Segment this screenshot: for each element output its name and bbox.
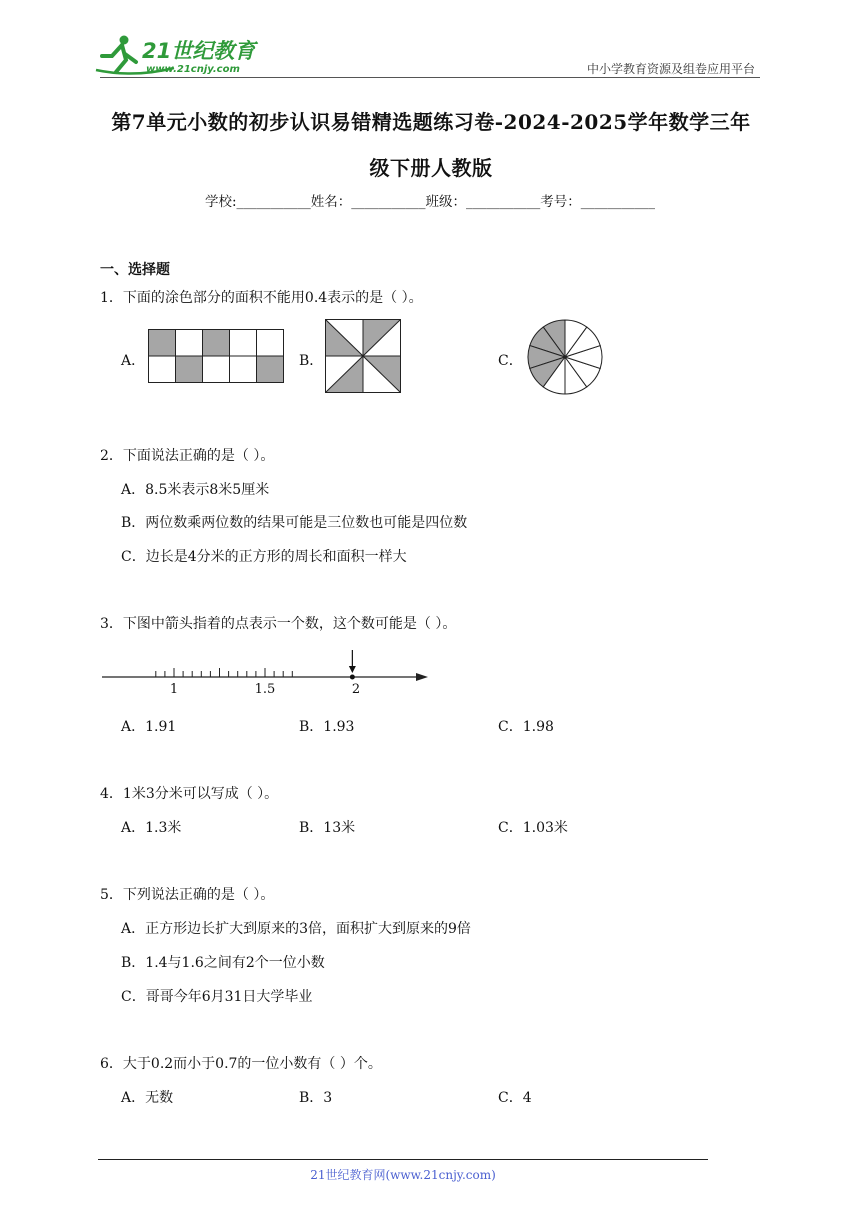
- q5-option-a: A．正方形边长扩大到原来的3倍，面积扩大到原来的9倍: [121, 921, 471, 937]
- grid-cell: [176, 330, 203, 357]
- question-5: 5．下列说法正确的是（ ）。: [100, 887, 275, 903]
- logo-url: www.21cnjy.com: [146, 64, 240, 75]
- pointer-arrowhead: [349, 666, 356, 673]
- logo-text: 21世纪教育: [142, 39, 256, 63]
- q1-square-figure: [325, 319, 401, 393]
- q1-option-b: B．: [299, 353, 324, 369]
- grid-cell: [203, 356, 230, 383]
- page-title-line2: 级下册人教版: [369, 156, 493, 180]
- tick-label: 1: [169, 682, 179, 696]
- axis-arrowhead: [416, 673, 428, 681]
- q1-grid-figure: [148, 329, 284, 383]
- section-heading: 一、选择题: [100, 262, 170, 278]
- question-1: 1．下面的涂色部分的面积不能用0.4表示的是（ ）。: [100, 290, 423, 306]
- q5-option-b: B．1.4与1.6之间有2个一位小数: [121, 955, 325, 971]
- q2-option-b: B．两位数乘两位数的结果可能是三位数也可能是四位数: [121, 515, 468, 531]
- grid-cell: [257, 330, 284, 357]
- marked-point: [350, 675, 355, 680]
- tick-label: 1.5: [254, 682, 276, 696]
- q1-option-a: A．: [121, 353, 146, 369]
- question-3: 3．下图中箭头指着的点表示一个数，这个数可能是（ ）。: [100, 616, 457, 632]
- q6-option-b: B．3: [299, 1090, 333, 1106]
- q1-option-c: C．: [498, 353, 523, 369]
- student-info-line: 学校:___________姓名：___________班级：___________考号：___________: [204, 194, 656, 210]
- header-divider: [100, 77, 760, 78]
- q3-number-line: [100, 648, 430, 696]
- q4-option-c: C．1.03米: [498, 820, 568, 836]
- q6-option-a: A．无数: [121, 1090, 174, 1106]
- grid-cell: [230, 356, 257, 383]
- q2-option-c: C．边长是4分米的正方形的周长和面积一样大: [121, 549, 407, 565]
- footer-link[interactable]: 21世纪教育网(www.21cnjy.com): [310, 1168, 496, 1182]
- grid-cell: [149, 356, 176, 383]
- grid-cell-shaded: [257, 356, 284, 383]
- q6-option-c: C．4: [498, 1090, 532, 1106]
- q1-circle-figure: [525, 319, 605, 397]
- grid-cell-shaded: [203, 330, 230, 357]
- question-2: 2．下面说法正确的是（ ）。: [100, 448, 275, 464]
- q4-option-b: B．13米: [299, 820, 356, 836]
- q4-option-a: A．1.3米: [121, 820, 182, 836]
- grid-cell-shaded: [149, 330, 176, 357]
- q2-option-a: A．8.5米表示8米5厘米: [121, 482, 270, 498]
- site-logo: [94, 34, 264, 78]
- q3-option-c: C．1.98: [498, 719, 554, 735]
- footer-divider: [98, 1159, 708, 1160]
- q3-option-b: B．1.93: [299, 719, 355, 735]
- q5-option-c: C．哥哥今年6月31日大学毕业: [121, 989, 313, 1005]
- header-site-name: 中小学教育资源及组卷应用平台: [586, 62, 755, 76]
- tick-label: 2: [351, 682, 361, 696]
- grid-cell-shaded: [176, 356, 203, 383]
- grid-cell: [230, 330, 257, 357]
- question-4: 4．1米3分米可以写成（ ）。: [100, 786, 279, 802]
- question-6: 6．大于0.2而小于0.7的一位小数有（ ）个。: [100, 1056, 382, 1072]
- q3-option-a: A．1.91: [121, 719, 177, 735]
- page-title-line1: 第7单元小数的初步认识易错精选题练习卷-2024-2025学年数学三年: [111, 110, 751, 134]
